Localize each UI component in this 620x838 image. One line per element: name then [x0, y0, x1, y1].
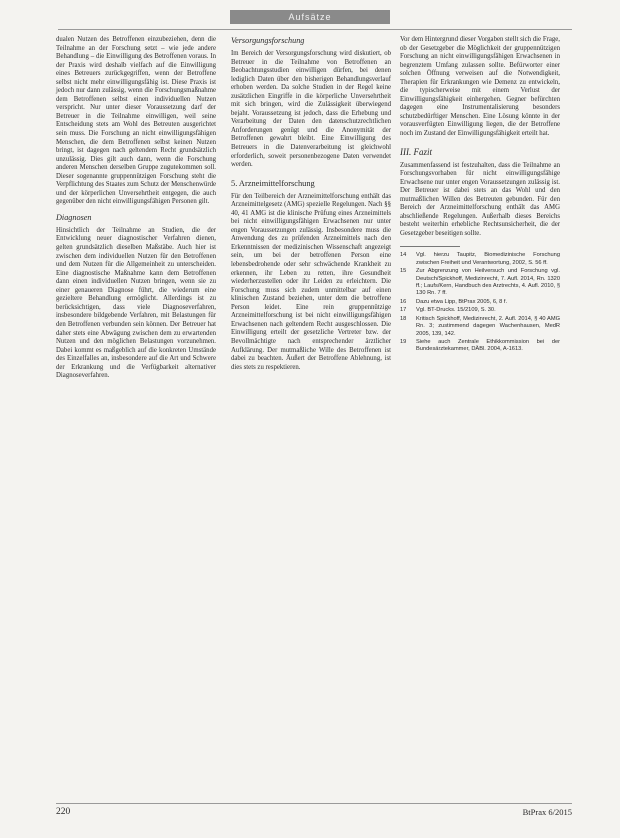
header-rule: [58, 29, 572, 30]
footer-rule: [56, 803, 572, 804]
body-paragraph: Hinsichtlich der Teilnahme an Studien, die der Entwicklung neuer diagnostischer Verfahren dienen, gelten grundsätzlich dieselben Maßstäbe. Auch hier ist zwischen dem individuellen Nutzen für den Betroffenen und dem Nutzen für die Allgemeinheit zu unterscheiden. Eine diagnostische Maßnahme kann dem Betroffenen dann einen individuellen Nutzen bringen, wenn sie zu einer genaueren Diagnose führt, die wiederum eine gezieltere Behandlung ermöglicht. Allerdings ist zu berücksichtigen, dass viele Diagnoseverfahren, insbesondere bildgebende Verfahren, mit Belastungen für den Betroffenen verbunden sein können. Der Betreuer hat daher stets eine Abwägung zwischen dem zu erwartenden Nutzen und den möglichen Belastungen vorzunehmen. Dabei kommt es maßgeblich auf die konkreten Umstände des Einzelfalles an, insbesondere auf die Art und Schwere der Erkrankung und die Verfügbarkeit alternativer Diagnoseverfahren.: [56, 226, 216, 380]
body-paragraph: Zusammenfassend ist festzuhalten, dass die Teilnahme an Forschungsvorhaben für nicht einwilligungsfähige Erwachsene nur unter engen Voraussetzungen zulässig ist. Der Betreuer ist dabei stets an das Wohl und den mutmaßlichen Willen des Betreuten gebunden. Für den Bereich der Arzneimittelforschung enthält das AMG abschließende Regelungen. Außerhalb dieses Bereichs besteht weiterhin erhebliche Rechtsunsicherheit, die der Gesetzgeber beseitigen sollte.: [400, 161, 560, 237]
footnote: [400, 316, 560, 338]
footnote-text: Vgl. BT-Drucks. 15/2109, S. 30.: [416, 307, 496, 314]
text-column-2: [231, 36, 391, 372]
section-heading: Diagnosen: [56, 212, 92, 222]
footnote: [400, 339, 560, 353]
body-paragraph: dualen Nutzen des Betroffenen einzubeziehen, denn die Teilnahme an der Forschung setzt – wie jede andere Behandlung – die Einwilligung des Betroffenen voraus. In der Praxis wird deshalb vielfach auf die Einwilligung eines Betreuers zurückgegriffen, wenn der Betroffene selbst nicht mehr einwilligungsfähig ist. Diese Praxis ist jedoch nur dann zulässig, wenn die Forschungsmaßnahme dem Betroffenen selbst einen individuellen Nutzen verspricht. Nur unter dieser Voraussetzung darf der Betreuer in die Teilnahme einwilligen, weil seine Entscheidung stets am Wohl des Betreuten ausgerichtet sein muss. Die Forschung an nicht einwilligungsfähigen Menschen, die dem Betroffenen selbst keinen Nutzen bringt, ist dagegen nach geltendem Recht grundsätzlich unzulässig. Dies gilt auch dann, wenn die Forschung anderen Menschen derselben Gruppe zugutekommen soll. Dieser sogenannte gruppennützigen Forschung steht die Verpflichtung des Staates zum Schutz der Menschenwürde und der körperlichen Unversehrtheit entgegen, die auch gegenüber den nicht einwilligungsfähigen Personen gilt.: [56, 36, 216, 206]
body-paragraph: Im Bereich der Versorgungsforschung wird diskutiert, ob Betreuer in die Teilnahme von Betroffenen an Beobachtungsstudien einwilligen dürfen, bei denen lediglich Daten über den bisherigen Behandlungsverlauf erhoben werden. Da solche Studien in der Regel keine zusätzlichen Eingriffe in die körperliche Unversehrtheit mit sich bringen, wird die Zulässigkeit überwiegend bejaht. Voraussetzung ist jedoch, dass die Erhebung und Verarbeitung der Daten den datenschutzrechtlichen Anforderungen genügt und die Anonymität der Betroffenen gewahrt bleibt. Eine Einwilligung des Betreuers in die Datenverarbeitung ist gleichwohl erforderlich, soweit personenbezogene Daten verwendet werden.: [231, 50, 391, 169]
numbered-heading: 5. Arzneimittelforschung: [231, 178, 315, 188]
body-paragraph: Vor dem Hintergrund dieser Vorgaben stellt sich die Frage, ob der Gesetzgeber die Möglichkeit der gruppennützigen Forschung an nicht einwilligungsfähigen Erwachsenen in begrenztem Umfang zulassen sollte. Befürworter einer solchen Öffnung verweisen auf die Notwendigkeit, Therapien für Erkrankungen wie Demenz zu entwickeln, die typischerweise mit einem Verlust der Einwilligungsfähigkeit einhergehen. Gegner befürchten dagegen eine Instrumentalisierung besonders schutzbedürftiger Menschen. Eine Lösung könnte in der vorausverfügten Einwilligung liegen, die der Betroffene noch im Zustand der Einwilligungsfähigkeit erteilt hat.: [400, 36, 560, 138]
footnotes: [400, 252, 560, 353]
body-paragraph: Für den Teilbereich der Arzneimittelforschung enthält das Arzneimittelgesetz (AMG) spezielle Regelungen. Nach §§ 40, 41 AMG ist die klinische Prüfung eines Arzneimittels bei nicht einwilligungsfähigen Erwachsenen nur unter engen Voraussetzungen zulässig. Insbesondere muss die Anwendung des zu prüfenden Arzneimittels nach den Erkenntnissen der medizinischen Wissenschaft angezeigt sein, um bei der betroffenen Person eine lebensbedrohende oder sehr schwächende Krankheit zu erkennen, ihr Leben zu retten, ihre Gesundheit wiederherzustellen oder ihr Leiden zu erleichtern. Die Forschung muss sich zudem unmittelbar auf einen klinischen Zustand beziehen, unter dem die betroffene Person leidet. Eine rein gruppennützige Arzneimittelforschung ist bei nicht einwilligungsfähigen Erwachsenen nach geltendem Recht ausgeschlossen. Die Einwilligung erteilt der gesetzliche Vertreter bzw. der Bevollmächtigte nach entsprechender ärztlicher Aufklärung. Der mutmaßliche Wille des Betroffenen ist dabei zu beachten. Äußert der Betroffene Ablehnung, ist dies stets zu respektieren.: [231, 192, 391, 371]
footnote: [400, 252, 560, 266]
footnote-number: 15: [400, 268, 407, 275]
section-label: Aufsätze: [288, 12, 332, 22]
footnote-number: 19: [400, 339, 407, 346]
section-header: [230, 10, 390, 24]
chapter-heading: III. Fazit: [400, 146, 432, 157]
footnote-number: 17: [400, 307, 407, 314]
footnote-number: 16: [400, 298, 407, 305]
footnote-separator: [400, 246, 460, 247]
page-number: 220: [56, 807, 71, 817]
footnote: [400, 268, 560, 297]
footnote-text: Kritisch Spickhoff, Medizinrecht, 2. Aufl. 2014, § 40 AMG Rn. 3; zustimmend dagegen Wachenhausen, MedR 2005, 139, 142.: [416, 316, 560, 337]
footnote-text: Zur Abgrenzung von Heilversuch und Forschung vgl. Deutsch/Spickhoff, Medizinrecht, 7. Aufl. 2014, Rn. 1320 ff.; Laufs/Kern, Handbuch des Arztrechts, 4. Aufl. 2010, § 130 Rn. 7 ff.: [416, 268, 560, 296]
section-heading: Versorgungsforschung: [231, 36, 305, 45]
journal-reference: BtPrax 6/2015: [522, 807, 572, 817]
text-column-3: [400, 36, 560, 355]
footnote-number: 14: [400, 252, 407, 259]
footnote: [400, 299, 560, 306]
footnote-text: Vgl. hierzu Taupitz, Biomedizinische Forschung zwischen Freiheit und Verantwortung, 2002, S. 56 ff.: [416, 252, 560, 266]
footnote-number: 18: [400, 316, 407, 323]
footnote: [400, 307, 560, 314]
footnote-text: Dazu etwa Lipp, BtPrax 2005, 6, 8 f.: [416, 298, 508, 305]
footnote-text: Siehe auch Zentrale Ethikkommission bei der Bundesärztekammer, DÄBl. 2004, A-1613.: [416, 339, 560, 353]
text-column-1: [56, 36, 216, 381]
